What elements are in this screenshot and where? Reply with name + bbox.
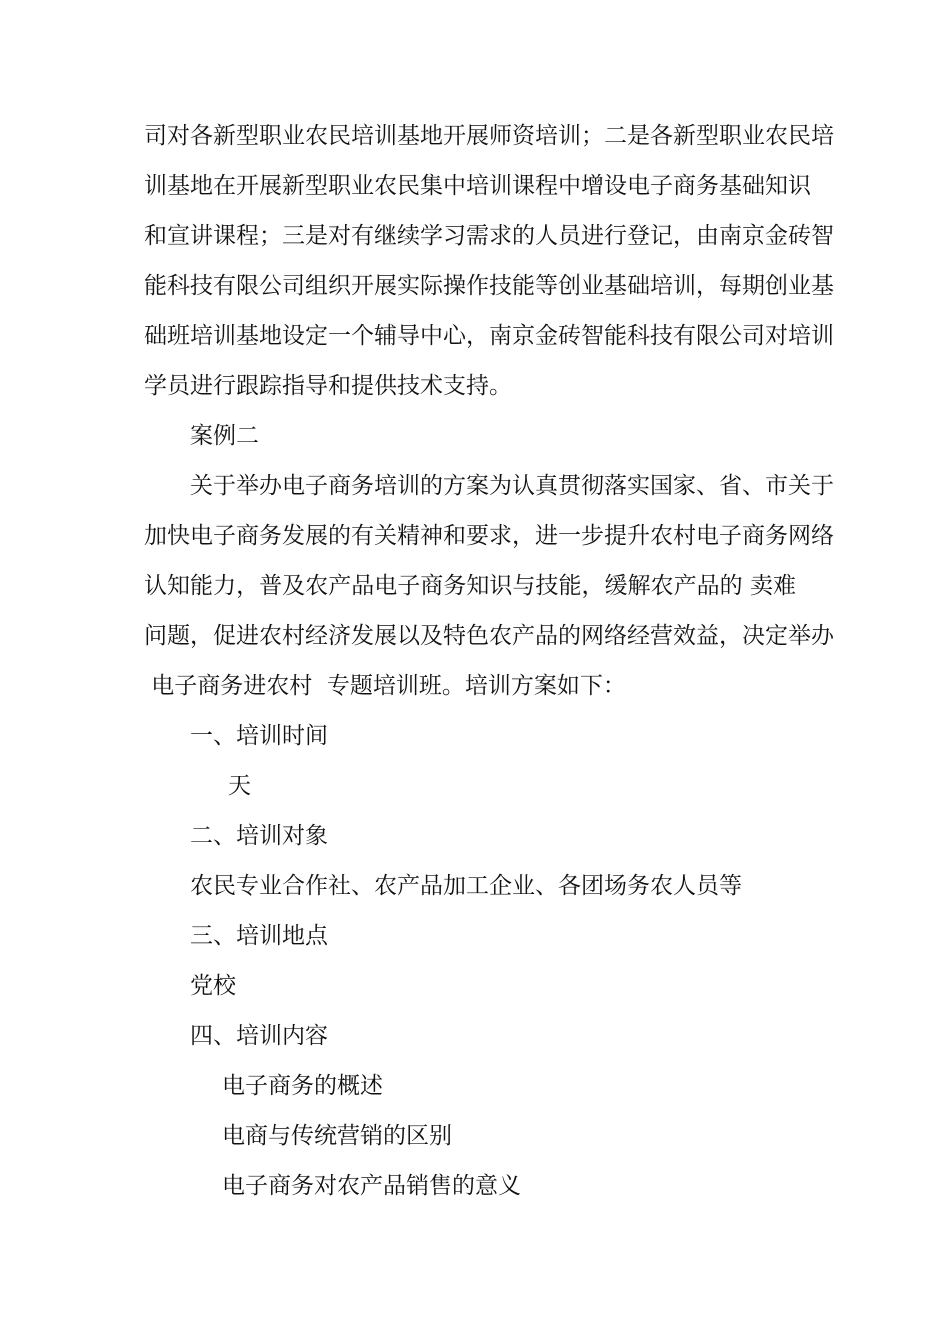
paragraph2-line-5: 电子商务进农村 专题培训班。培训方案如下： <box>144 673 626 699</box>
paragraph1-line-5: 础班培训基地设定一个辅导中心，南京金砖智能科技有限公司对培训 <box>144 323 834 349</box>
content-item-1: 电子商务的概述 <box>222 1073 383 1099</box>
content-item-3: 电子商务对农产品销售的意义 <box>222 1173 521 1199</box>
paragraph1-line-2: 训基地在开展新型职业农民集中培训课程中增设电子商务基础知识 <box>144 173 811 199</box>
paragraph1-line-6: 学员进行跟踪指导和提供技术支持。 <box>144 373 512 399</box>
paragraph2-line-3: 认知能力，普及农产品电子商务知识与技能，缓解农产品的 卖难 <box>144 573 796 599</box>
paragraph1-line-1: 司对各新型职业农民培训基地开展师资培训；二是各新型职业农民培 <box>144 123 834 149</box>
section-time-value: 天 <box>228 773 251 799</box>
paragraph1-line-3: 和宣讲课程；三是对有继续学习需求的人员进行登记，由南京金砖智 <box>144 223 834 249</box>
paragraph1-line-4: 能科技有限公司组织开展实际操作技能等创业基础培训，每期创业基 <box>144 273 834 299</box>
paragraph2-line-1: 关于举办电子商务培训的方案为认真贯彻落实国家、省、市关于 <box>190 473 834 499</box>
section-content-heading: 四、培训内容 <box>190 1023 328 1049</box>
section-place-heading: 三、培训地点 <box>190 923 328 949</box>
section-target-heading: 二、培训对象 <box>190 823 328 849</box>
section-place-value: 党校 <box>190 973 236 999</box>
paragraph2-line-2: 加快电子商务发展的有关精神和要求，进一步提升农村电子商务网络 <box>144 523 834 549</box>
paragraph2-line-4: 问题，促进农村经济发展以及特色农产品的网络经营效益，决定举办 <box>144 623 834 649</box>
case-title: 案例二 <box>190 423 259 449</box>
content-item-2: 电商与传统营销的区别 <box>222 1123 452 1149</box>
section-target-value: 农民专业合作社、农产品加工企业、各团场务农人员等 <box>190 873 742 899</box>
section-time-heading: 一、培训时间 <box>190 723 328 749</box>
